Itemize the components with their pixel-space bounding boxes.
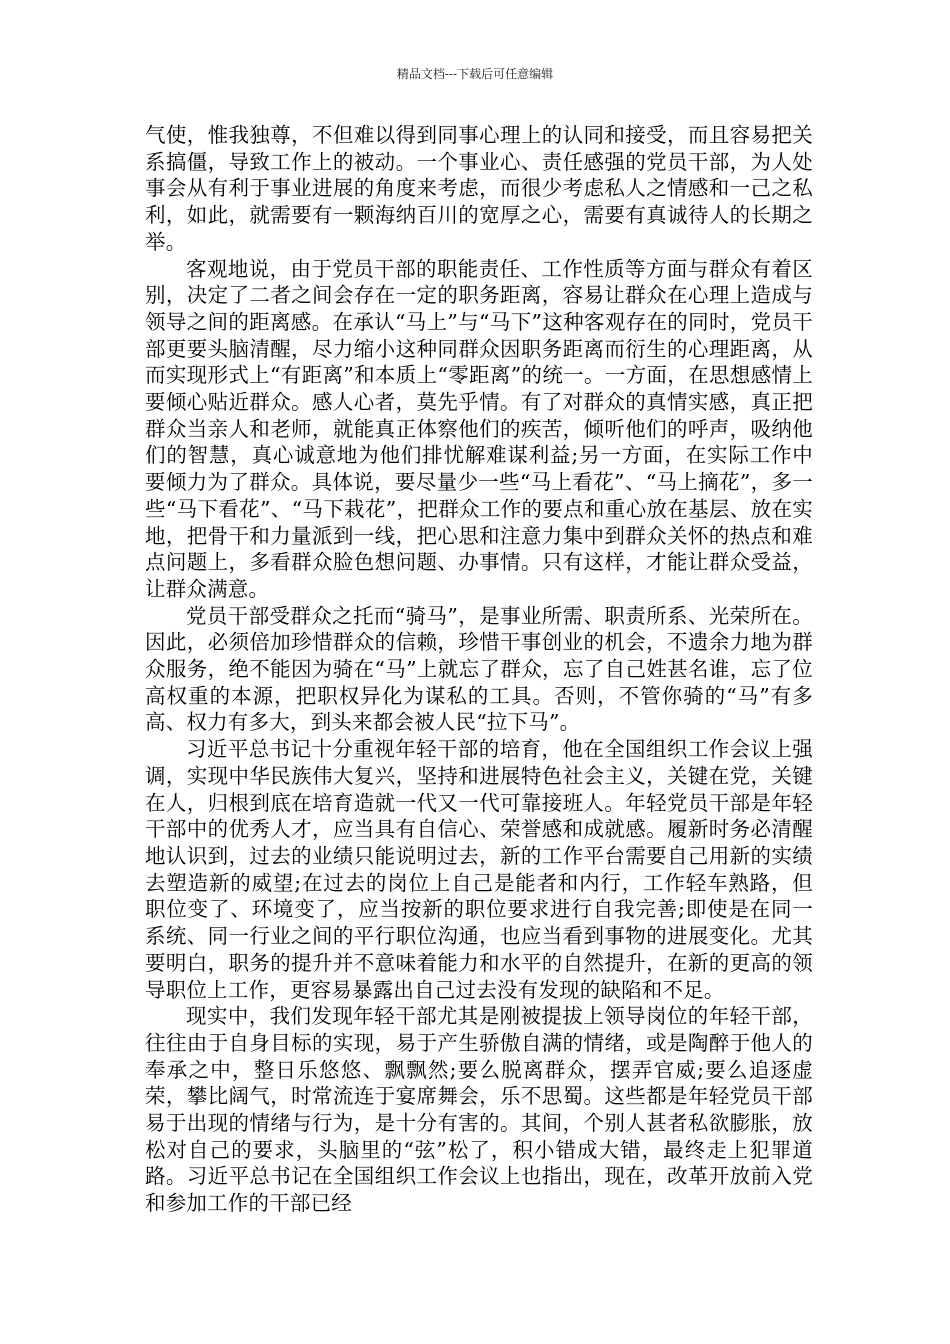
paragraph-4: 习近平总书记十分重视年轻干部的培育，他在全国组织工作会议上强调，实现中华民族伟大复兴，坚持和进展特色社会主义，关键在党，关键在人，归根到底在培育造就一代又一代可靠接班人。年轻党员干部是年轻干部中的优秀人才，应当具有自信心、荣誉感和成就感。履新时务必清醒地认识到，过去的业绩只能说明过去，新的工作平台需要自己用新的实绩去塑造新的威望;在过去的岗位上自己是能者和内行，工作轻车熟路，但职位变了、环境变了，应当按新的职位要求进行自我完善;即使是在同一系统、同一行业之间的平行职位沟通，也应当看到事物的进展变化。尤其要明白，职务的提升并不意味着能力和水平的自然提升，在新的更高的领导职位上工作，更容易暴露出自己过去没有发现的缺陷和不足。 xyxy=(145,737,813,1002)
paragraph-5: 现实中，我们发现年轻干部尤其是刚被提拔上领导岗位的年轻干部，往往由于自身目标的实现，易于产生骄傲自满的情绪，或是陶醉于他人的奉承之中，整日乐悠悠、飘飘然;要么脱离群众，摆弄官威;要么追逐虚荣，攀比阔气，时常流连于宴席舞会，乐不思蜀。这些都是年轻党员干部易于出现的情绪与行为，是十分有害的。其间，个别人甚者私欲膨胀，放松对自己的要求，头脑里的“弦”松了，积小错成大错，最终走上犯罪道路。习近平总书记在全国组织工作会议上也指出，现在，改革开放前入党和参加工作的干部已经 xyxy=(145,1004,813,1216)
paragraph-2: 客观地说，由于党员干部的职能责任、工作性质等方面与群众有着区别，决定了二者之间会存在一定的职务距离，容易让群众在心理上造成与领导之间的距离感。在承认“马上”与“马下”这种客观存在的同时，党员干部更要头脑清醒，尽力缩小这种同群众因职务距离而衍生的心理距离，从而实现形式上“有距离”和本质上“零距离”的统一。一方面，在思想感情上要倾心贴近群众。感人心者，莫先乎情。有了对群众的真情实感，真正把群众当亲人和老师，就能真正体察他们的疾苦，倾听他们的呼声，吸纳他们的智慧，真心诚意地为他们排忧解难谋利益;另一方面，在实际工作中要倾力为了群众。具体说，要尽量少一些“马上看花”、“马上摘花”，多一些“马下看花”、“马下栽花”，把群众工作的要点和重心放在基层、放在实地，把骨干和力量派到一线，把心思和注意力集中到群众关怀的热点和难点问题上，多看群众脸色想问题、办事情。只有这样，才能让群众受益，让群众满意。 xyxy=(145,256,813,601)
page-header: 精品文档---下载后可任意编辑 xyxy=(396,67,554,81)
paragraph-1: 气使，惟我独尊，不但难以得到同事心理上的认同和接受，而且容易把关系搞僵，导致工作上的被动。一个事业心、责任感强的党员干部，为人处事会从有利于事业进展的角度来考虑，而很少考虑私人之情感和一己之私利，如此，就需要有一颗海纳百川的宽厚之心，需要有真诚待人的长期之举。 xyxy=(145,123,813,254)
paragraph-3: 党员干部受群众之托而“骑马”，是事业所需、职责所系、光荣所在。因此，必须倍加珍惜群众的信赖，珍惜干事创业的机会，不遗余力地为群众服务，绝不能因为骑在“马”上就忘了群众，忘了自己姓甚名谁，忘了位高权重的本源，把职权异化为谋私的工具。否则，不管你骑的“马”有多高、权力有多大，到头来都会被人民“拉下马”。 xyxy=(145,603,813,735)
document-body xyxy=(145,122,813,1217)
